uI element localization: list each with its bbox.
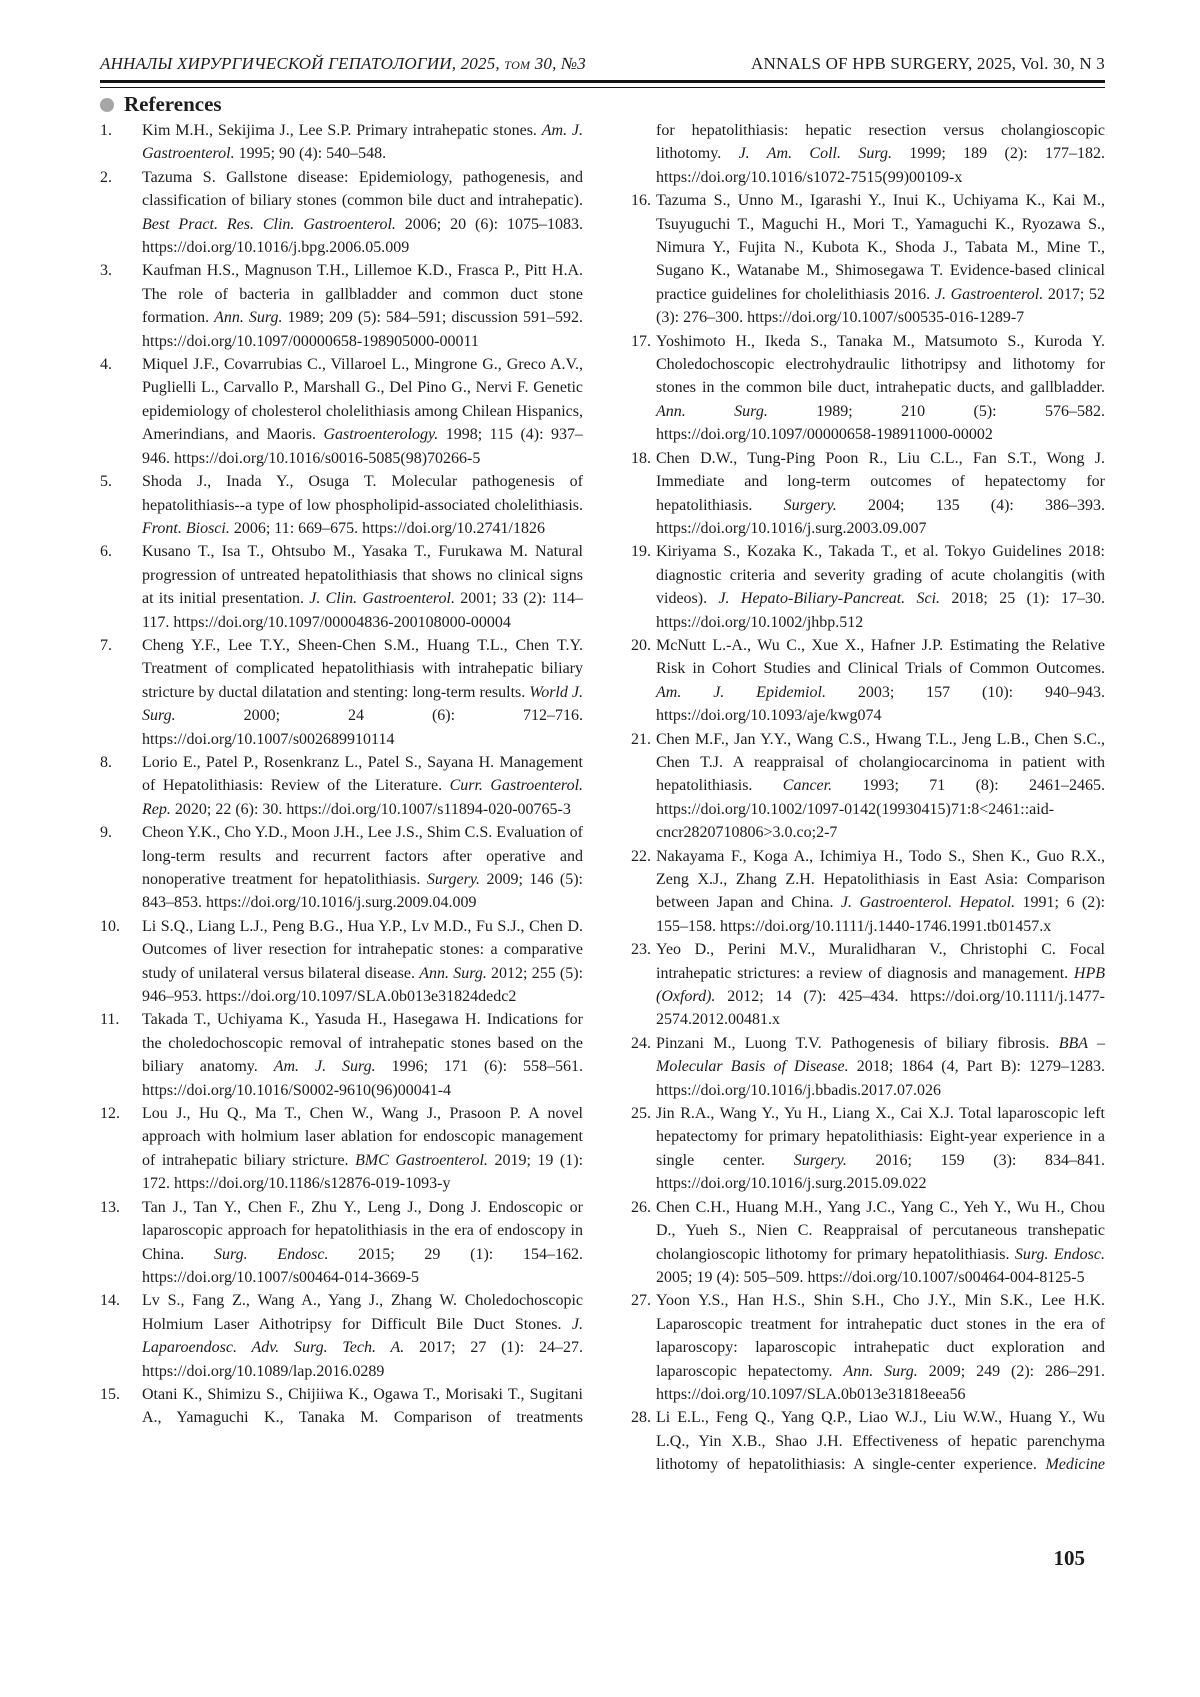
left-column <box>100 119 583 1477</box>
reference-item <box>100 353 583 470</box>
reference-text: Lorio E., Patel P., Rosenkranz L., Patel S., Sayana H. Management of Hepatolithiasis: Review of the Literature. Curr. Gastroenterol. Rep. 2020; 22 (6): 30. https://doi.org/10.1007/s11894-020-00765-3 <box>142 753 584 818</box>
reference-item <box>631 540 1105 634</box>
reference-text: Lv S., Fang Z., Wang A., Yang J., Zhang W. Choledochoscopic Holmium Laser Aithotripsy for Difficult Bile Duct Stones. J. Laparoendosc. Adv. Surg. Tech. A. 2017; 27 (1): 24–27. https://doi.org/10.1089/lap.2016.0289 <box>142 1292 583 1380</box>
reference-number: 17. <box>631 332 651 350</box>
reference-number: 14. <box>100 1292 120 1310</box>
reference-text: Takada T., Uchiyama K., Yasuda H., Hasegawa H. Indications for the choledochoscopic removal of intrahepatic stones based on the biliary anatomy. Am. J. Surg. 1996; 171 (6): 558–561. https://doi.org/10.1016/S0002-9610(96)00041-4 <box>142 1011 583 1099</box>
reference-text: for hepatolithiasis: hepatic resection versus cholangioscopic lithotomy. J. Am. Coll. Surg. 1999; 189 (2): 177–182. https://doi.org/10.1016/s1072-7515(99)00109-x <box>656 122 1106 186</box>
reference-text: Tazuma S., Unno M., Igarashi Y., Inui K., Uchiyama K., Kai M., Tsuyuguchi T., Maguchi H., Mori T., Yamaguchi K., Ryozawa S., Nimura Y., Fujita N., Kubota K., Shoda J., Tabata M., Mine T., Sugano K., Watanabe M., Shimosegawa T. Evidence-based clinical practice guidelines for cholelithiasis 2016. J. Gastroenterol. 2017; 52 (3): 276–300. https://doi.org/10.1007/s00535-016-1289-7 <box>656 192 1105 327</box>
header-divider <box>100 80 1105 88</box>
reference-number: 3. <box>100 262 112 280</box>
reference-number: 25. <box>631 1105 651 1123</box>
reference-columns <box>100 119 1105 1477</box>
reference-item <box>631 447 1105 541</box>
running-header <box>100 54 1105 74</box>
reference-text: Cheng Y.F., Lee T.Y., Sheen-Chen S.M., Huang T.L., Chen T.Y. Treatment of complicated hepatolithiasis with intrahepatic biliary stricture by ductal dilatation and stenting: long-term results. World J. Surg. 2000; 24 (6): 712–716. https://doi.org/10.1007/s002689910114 <box>142 636 583 748</box>
reference-item <box>100 166 583 260</box>
reference-number: 23. <box>631 941 651 959</box>
reference-text: Kiriyama S., Kozaka K., Takada T., et al. Tokyo Guidelines 2018: diagnostic criteria and severity grading of acute cholangitis (with videos). J. Hepato-Biliary-Pancreat. Sci. 2018; 25 (1): 17–30. https://doi.org/10.1002/jhbp.512 <box>656 543 1106 631</box>
page-number: 105 <box>1053 1546 1085 1570</box>
reference-item <box>631 1032 1105 1102</box>
reference-item <box>631 1406 1105 1476</box>
reference-text: Lou J., Hu Q., Ma T., Chen W., Wang J., Prasoon P. A novel approach with holmium laser ablation for endoscopic management of intrahepatic biliary stricture. BMC Gastroenterol. 2019; 19 (1): 172. https://doi.org/10.1186/s12876-019-1093-y <box>142 1105 584 1193</box>
section-bullet-icon <box>100 98 114 112</box>
right-column <box>631 119 1105 1477</box>
reference-item <box>100 470 583 540</box>
reference-number: 5. <box>100 473 112 491</box>
reference-number: 7. <box>100 636 112 654</box>
journal-title-english: ANNALS OF HPB SURGERY, 2025, Vol. 30, N 3 <box>751 54 1105 73</box>
reference-text: Kaufman H.S., Magnuson T.H., Lillemoe K.D., Frasca P., Pitt H.A. The role of bacteria in gallbladder and common duct stone formation. Ann. Surg. 1989; 209 (5): 584–591; discussion 591–592. https://doi.org/10.1097/00000658-198905000-00011 <box>142 262 584 350</box>
journal-title-russian: АННАЛЫ ХИРУРГИЧЕСКОЙ ГЕПАТОЛОГИИ, 2025, том 30, №3 <box>100 54 586 73</box>
reference-item <box>631 1102 1105 1196</box>
reference-number: 1. <box>100 122 112 139</box>
reference-text: Otani K., Shimizu S., Chijiiwa K., Ogawa T., Morisaki T., Sugitani A., Yamaguchi K., Tanaka M. Comparison of treatments <box>142 1385 583 1427</box>
reference-item <box>100 634 583 751</box>
reference-number: 8. <box>100 753 112 771</box>
reference-text: Miquel J.F., Covarrubias C., Villaroel L., Mingrone G., Greco A.V., Puglielli L., Carvallo P., Marshall G., Del Pino G., Nervi F. Genetic epidemiology of cholesterol cholelithiasis among Chilean Hispanics, Amerindians, and Maoris. Gastroenterology. 1998; 115 (4): 937–946. https://doi.org/10.1016/s0016-5085(98)70266-5 <box>142 356 584 467</box>
reference-number: 16. <box>631 192 651 210</box>
reference-item <box>631 938 1105 1032</box>
reference-text: Chen C.H., Huang M.H., Yang J.C., Yang C., Yeh Y., Wu H., Chou D., Yueh S., Nien C. Reappraisal of percutaneous transhepatic cholangioscopic lithotomy for primary hepatolithiasis. Surg. Endosc. 2005; 19 (4): 505–509. https://doi.org/10.1007/s00464-004-8125-5 <box>656 1198 1105 1286</box>
reference-number: 10. <box>100 917 120 935</box>
section-title: References <box>124 92 222 116</box>
reference-item <box>100 1289 583 1383</box>
reference-item <box>100 1383 583 1430</box>
reference-text: Yoon Y.S., Han H.S., Shin S.H., Cho J.Y., Min S.K., Lee H.K. Laparoscopic treatment for intrahepatic duct stones in the era of laparoscopy: laparoscopic intrahepatic duct exploration and laparoscopic hepatectomy. Ann. Surg. 2009; 249 (2): 286–291. https://doi.org/10.1097/SLA.0b013e31818eea56 <box>656 1292 1106 1403</box>
reference-number: 9. <box>100 824 112 842</box>
reference-text: Chen D.W., Tung-Ping Poon R., Liu C.L., Fan S.T., Wong J. Immediate and long-term outcomes of hepatectomy for hepatolithiasis. Surgery. 2004; 135 (4): 386–393. https://doi.org/10.1016/j.surg.2003.09.007 <box>656 449 1106 537</box>
section-heading <box>100 92 222 117</box>
reference-item <box>100 119 583 166</box>
reference-item <box>100 259 583 353</box>
reference-number: 11. <box>100 1011 120 1029</box>
reference-number: 6. <box>100 543 112 561</box>
reference-item <box>100 915 583 1009</box>
reference-item <box>100 821 583 915</box>
reference-number: 13. <box>100 1198 120 1216</box>
reference-item <box>631 728 1105 845</box>
reference-number <box>631 119 656 189</box>
reference-text: Chen M.F., Jan Y.Y., Wang C.S., Hwang T.L., Jeng L.B., Chen S.C., Chen T.J. A reappraisal of cholangiocarcinoma in patient with hepatolithiasis. Cancer. 1993; 71 (8): 2461–2465. https://doi.org/10.1002/1097-0142(19930415)71:8<2461::aid-cncr2820710806>3.0.co;2-7 <box>656 730 1106 842</box>
reference-text: Yoshimoto H., Ikeda S., Tanaka M., Matsumoto S., Kuroda Y. Choledochoscopic electrohydraulic lithotripsy and lithotomy for stones in the common bile duct, intrahepatic ducts, and gallbladder. Ann. Surg. 1989; 210 (5): 576–582. https://doi.org/10.1097/00000658-198911000-00002 <box>656 332 1106 444</box>
reference-item <box>631 1196 1105 1290</box>
reference-number: 4. <box>100 356 112 374</box>
reference-item <box>631 1289 1105 1406</box>
reference-number: 22. <box>631 847 651 865</box>
reference-item <box>100 1008 583 1102</box>
reference-number: 21. <box>631 730 651 748</box>
reference-item <box>100 540 583 634</box>
reference-text: Kim M.H., Sekijima J., Lee S.P. Primary intrahepatic stones. Am. J. Gastroenterol. 1995; 90 (4): 540–548. <box>142 122 583 163</box>
reference-text: Tazuma S. Gallstone disease: Epidemiology, pathogenesis, and classification of biliary stones (common bile duct and intrahepatic). Best Pract. Res. Clin. Gastroenterol. 2006; 20 (6): 1075–1083. https://doi.org/10.1016/j.bpg.2006.05.009 <box>142 168 584 257</box>
reference-text: Kusano T., Isa T., Ohtsubo M., Yasaka T., Furukawa M. Natural progression of untreated hepatolithiasis that shows no clinical signs at its initial presentation. J. Clin. Gastroenterol. 2001; 33 (2): 114–117. https://doi.org/10.1097/00004836-200108000-00004 <box>142 543 584 631</box>
reference-item <box>100 1196 583 1290</box>
reference-item <box>631 189 1105 329</box>
reference-text: Li S.Q., Liang L.J., Peng B.G., Hua Y.P., Lv M.D., Fu S.J., Chen D. Outcomes of liver resection for intrahepatic stones: a comparative study of unilateral versus bilateral disease. Ann. Surg. 2012; 255 (5): 946–953. https://doi.org/10.1097/SLA.0b013e31824dedc2 <box>142 917 584 1006</box>
reference-number: 26. <box>631 1198 651 1216</box>
reference-number: 28. <box>631 1409 651 1427</box>
reference-text: Jin R.A., Wang Y., Yu H., Liang X., Cai X.J. Total laparoscopic left hepatectomy for primary hepatolithiasis: Eight-year experience in a single center. Surgery. 2016; 159 (3): 834–841. https://doi.org/10.1016/j.surg.2015.09.022 <box>656 1105 1105 1193</box>
reference-number: 20. <box>631 636 651 654</box>
reference-number: 15. <box>100 1385 120 1403</box>
reference-text: Cheon Y.K., Cho Y.D., Moon J.H., Lee J.S., Shim C.S. Evaluation of long-term results and recurrent factors after operative and nonoperative treatment for hepatolithiasis. Surgery. 2009; 146 (5): 843–853. https://doi.org/10.1016/j.surg.2009.04.009 <box>142 824 583 912</box>
reference-text: Nakayama F., Koga A., Ichimiya H., Todo S., Shen K., Guo R.X., Zeng X.J., Zhang Z.H. Hepatolithiasis in East Asia: Comparison between Japan and China. J. Gastroenterol. Hepatol. 1991; 6 (2): 155–158. https://doi.org/10.1111/j.1440-1746.1991.tb01457.x <box>656 847 1106 935</box>
reference-number: 27. <box>631 1292 651 1310</box>
reference-text: Shoda J., Inada Y., Osuga T. Molecular pathogenesis of hepatolithiasis--a type of low phospholipid-associated cholelithiasis. Front. Biosci. 2006; 11: 669–675. https://doi.org/10.2741/1826 <box>142 473 583 537</box>
reference-text: McNutt L.-A., Wu C., Xue X., Hafner J.P. Estimating the Relative Risk in Cohort Studies and Clinical Trials of Common Outcomes. Am. J. Epidemiol. 2003; 157 (10): 940–943. https://doi.org/10.1093/aje/kwg074 <box>656 636 1105 725</box>
reference-item <box>100 1102 583 1196</box>
reference-number: 24. <box>631 1034 651 1052</box>
reference-text: Li E.L., Feng Q., Yang Q.P., Liao W.J., Liu W.W., Huang Y., Wu L.Q., Yin X.B., Shao J.H. Effectiveness of hepatic parenchyma lithotomy of hepatolithiasis: A single-center experience. Medicine <box>656 1409 1105 1474</box>
reference-item <box>100 751 583 821</box>
reference-number: 18. <box>631 449 651 467</box>
reference-number: 19. <box>631 543 651 561</box>
reference-text: Yeo D., Perini M.V., Muralidharan V., Christophi C. Focal intrahepatic strictures: a review of diagnosis and management. HPB (Oxford). 2012; 14 (7): 425–434. https://doi.org/10.1111/j.1477-2574.2012.00481.x <box>656 941 1105 1029</box>
reference-number: 2. <box>100 168 112 186</box>
reference-item <box>631 845 1105 939</box>
reference-text: Tan J., Tan Y., Chen F., Zhu Y., Leng J., Dong J. Endoscopic or laparoscopic approach for hepatolithiasis in the era of endoscopy in China. Surg. Endosc. 2015; 29 (1): 154–162. https://doi.org/10.1007/s00464-014-3669-5 <box>142 1198 583 1286</box>
reference-item <box>631 119 1105 189</box>
reference-item <box>631 634 1105 728</box>
reference-item <box>631 330 1105 447</box>
reference-text: Pinzani M., Luong T.V. Pathogenesis of biliary fibrosis. BBA – Molecular Basis of Disease. 2018; 1864 (4, Part B): 1279–1283. https://doi.org/10.1016/j.bbadis.2017.07.026 <box>656 1034 1106 1099</box>
reference-number: 12. <box>100 1105 120 1123</box>
